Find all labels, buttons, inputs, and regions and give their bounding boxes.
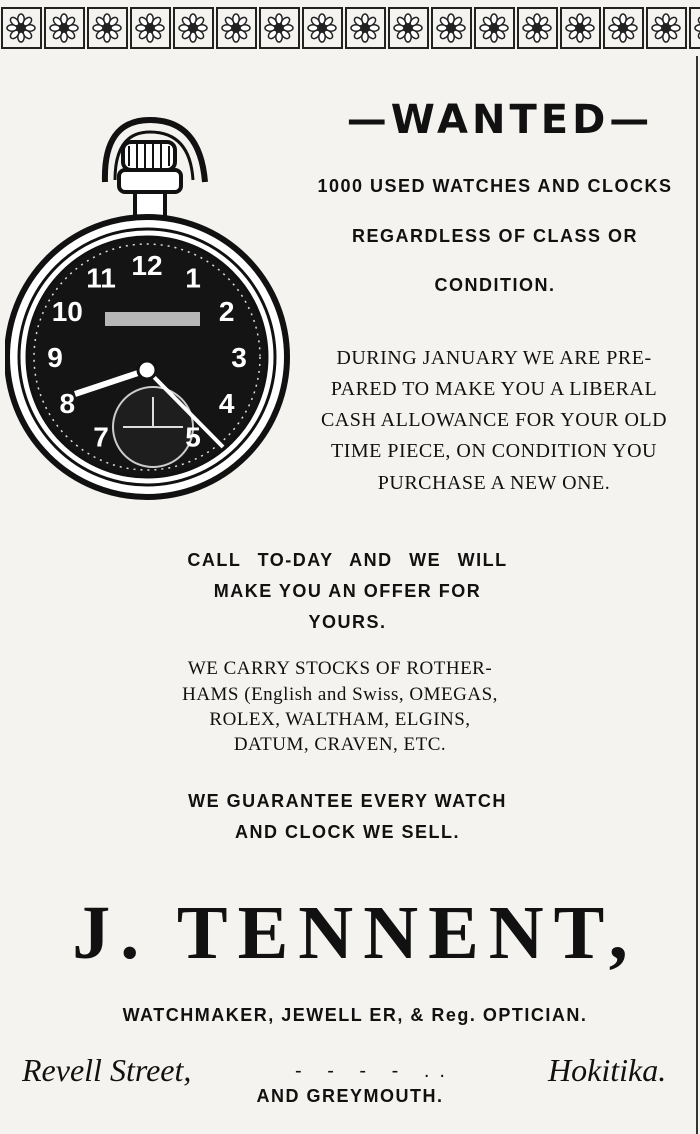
january-line-5: PURCHASE A NEW ONE. [377,472,611,494]
flower-center [189,24,197,32]
january-line-3: CASH ALLOWANCE FOR YOUR OLD [320,409,668,431]
flower-center [404,24,412,32]
leader-dots: - - - - .. [295,1060,455,1082]
pocket-watch-icon [5,112,290,517]
call-line-1: CALL TO-DAY AND WE WILL [187,550,508,570]
january-line-1: DURING JANUARY WE ARE PRE- [336,347,652,369]
flower-center [146,24,154,32]
flower-center [318,24,326,32]
guarantee-line-1: WE GUARANTEE EVERY WATCH [188,791,507,811]
dial-numeral: 1 [185,262,201,294]
call-line-2: MAKE YOU AN OFFER FOR [213,581,482,601]
trade-line: WATCHMAKER, JEWELL ER, & Reg. OPTICIAN. [122,1005,588,1025]
dial-numeral: 11 [86,262,116,294]
flower-center [533,24,541,32]
headline-line-2: REGARDLESS OF CLASS OR [351,226,639,246]
dial-numeral: 9 [47,342,63,373]
floral-border-icon [0,0,700,56]
dial-numeral: 7 [93,421,109,453]
dial-numeral: 3 [231,342,247,373]
dial-numeral: 12 [131,250,163,281]
dial-numeral: 5 [185,421,201,453]
stocks-line-2: HAMS (English and Swiss, OMEGAS, [182,684,498,705]
flower-center [361,24,369,32]
dial-numeral: 4 [218,388,235,419]
flower-center [232,24,240,32]
january-line-2: PARED TO MAKE YOU A LIBERAL [330,378,658,400]
flower-center [662,24,670,32]
dial-numeral: 10 [51,296,83,327]
call-line-3: YOURS. [308,612,387,632]
flower-center [17,24,25,32]
town-name: Hokitika. [548,1052,667,1088]
headline-line-3: CONDITION. [434,275,556,295]
stocks-line-3: ROLEX, WALTHAM, ELGINS, [209,709,471,730]
flower-petal [695,25,700,31]
guarantee-line-2: AND CLOCK WE SELL. [235,822,460,842]
flower-center [275,24,283,32]
flower-center [447,24,455,32]
flower-center [619,24,627,32]
floral-border [0,0,700,56]
flower-center [60,24,68,32]
flower-center [490,24,498,32]
stocks-line-4: DATUM, CRAVEN, ETC. [233,734,447,755]
branch-line: AND GREYMOUTH. [256,1086,444,1106]
headline-line-1: 1000 USED WATCHES AND CLOCKS [317,176,673,196]
street-address: Revell Street, [22,1052,192,1088]
flower-center [576,24,584,32]
brand-name: J. TENNENT, [72,891,638,975]
flower-center [103,24,111,32]
stocks-line-1: WE CARRY STOCKS OF ROTHER- [187,658,493,679]
january-line-4: TIME PIECE, ON CONDITION YOU [330,440,657,462]
wanted-heading: —WANTED— [346,97,654,143]
column-rule [696,56,698,1134]
dial-numeral: 2 [218,296,235,327]
dial-numeral: 8 [59,388,76,419]
